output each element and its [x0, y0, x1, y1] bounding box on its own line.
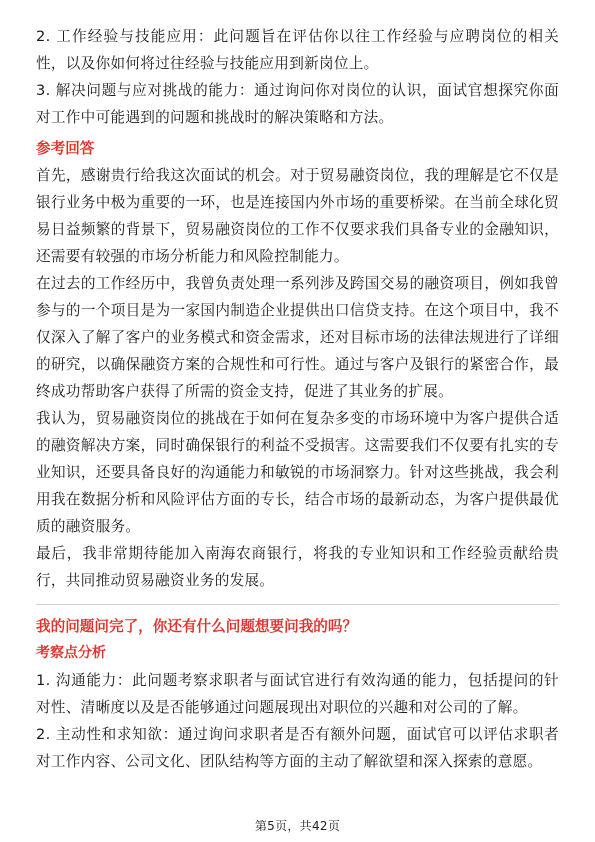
page-number-footer: 第5页，共42页	[254, 819, 341, 833]
analysis-point-communication: 1. 沟通能力：此问题考察求职者与面试官进行有效沟通的能力，包括提问的针对性、清晰度以及是否能够通过问题展现出对职位的兴趣和对公司的了解。	[36, 672, 559, 716]
point-problem-solving: 3. 解决问题与应对挑战的能力：通过询问你对岗位的认识，面试官想探究你面对工作中可能遇到的问题和挑战时的解决策略和方法。	[36, 82, 559, 126]
analysis-point-initiative: 2. 主动性和求知欲：通过询问求职者是否有额外问题，面试官可以评估求职者对工作内容、公司文化、团队结构等方面的主动了解欲望和深入探索的意愿。	[36, 726, 559, 770]
answer-paragraph: 在过去的工作经历中，我曾负责处理一系列涉及跨国交易的融资项目，例如我曾参与的一个项目是为一家国内制造企业提供出口信贷支持。在这个项目中，我不仅深入了解了客户的业务模式和资金需求，还对目标市场的法律法规进行了详细的研究，以确保融资方案的合规性和可行性。通过与客户及银行的紧密合作，最终成功帮助客户获得了所需的资金支持，促进了其业务的扩展。	[36, 275, 559, 400]
analysis-heading: 考察点分析	[36, 645, 106, 661]
reference-answer-heading: 参考回答	[36, 140, 95, 157]
question-heading: 我的问题问完了，你还有什么问题想要问我的吗？	[36, 618, 358, 635]
answer-paragraph: 最后，我非常期待能加入南海农商银行，将我的专业知识和工作经验贡献给贵行，共同推动贸易融资业务的发展。	[36, 545, 559, 589]
answer-paragraph: 首先，感谢贵行给我这次面试的机会。对于贸易融资岗位，我的理解是它不仅是银行业务中极为重要的一环，也是连接国内外市场的重要桥梁。在当前全球化贸易日益频繁的背景下，贸易融资岗位的工作不仅要求我们具备专业的金融知识，还需要有较强的市场分析能力和风险控制能力。	[36, 167, 559, 265]
point-work-experience: 2. 工作经验与技能应用：此问题旨在评估你以往工作经验与应聘岗位的相关性，以及你如何将过往经验与技能应用到新岗位上。	[36, 28, 559, 72]
page-content	[36, 23, 559, 775]
answer-paragraph: 我认为，贸易融资岗位的挑战在于如何在复杂多变的市场环境中为客户提供合适的融资解决方案，同时确保银行的利益不受损害。这需要我们不仅要有扎实的专业知识，还要具备良好的沟通能力和敏锐的市场洞察力。针对这些挑战，我会利用我在数据分析和风险评估方面的专长，结合市场的最新动态，为客户提供最优质的融资服务。	[36, 410, 559, 535]
section-divider	[36, 604, 559, 605]
